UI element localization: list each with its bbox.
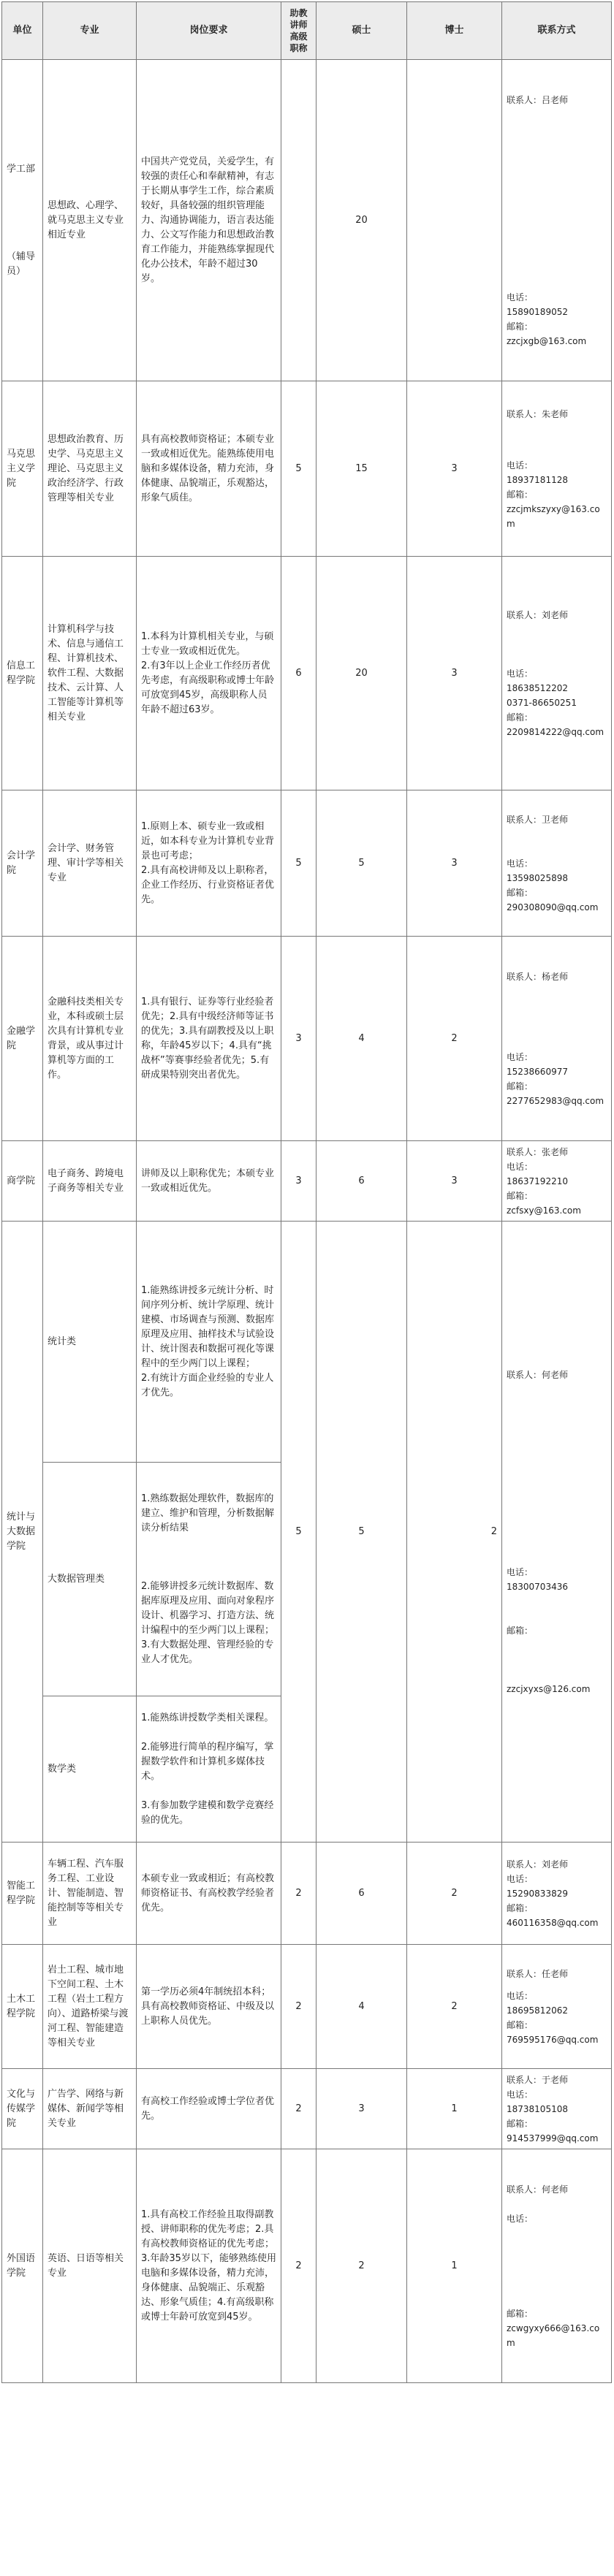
- contact-phone: 电话： 18300703436: [507, 1566, 568, 1592]
- header-phd: 博士: [407, 2, 502, 60]
- contact-phone: 电话： 15290833829: [507, 1873, 568, 1899]
- contact-cell: [502, 937, 612, 1141]
- master-count: 5: [317, 1222, 407, 1843]
- header-row: [2, 2, 612, 60]
- contact-name: 联系人：张老师: [507, 1146, 569, 1157]
- major-cell: 广告学、网络与新媒体、新闻学等相关专业: [43, 2069, 137, 2149]
- table-row: [2, 1222, 612, 1463]
- header-master: 硕士: [317, 2, 407, 60]
- contact-cell: [502, 790, 612, 937]
- major-cell: 电子商务、跨境电子商务等相关专业: [43, 1141, 137, 1222]
- master-count: 4: [317, 937, 407, 1141]
- contact-name: 联系人：吕老师: [507, 94, 569, 105]
- unit-cell: 会计学院: [2, 790, 43, 937]
- contact-phone: 电话： 18638512202 0371-86650251: [507, 668, 577, 708]
- header-assoc: 助教 讲师 高级 职称: [281, 2, 317, 60]
- master-count: 20: [317, 557, 407, 790]
- contact-cell: [502, 1222, 612, 1843]
- unit-cell: 信息工程学院: [2, 557, 43, 790]
- requirement-cell: 1.原则上本、硕专业一致或相近，如本科专业为计算机专业背景也可考虑； 2.具有高校讲师及以上职称者，企业工作经历、行业资格证者优先。: [137, 790, 281, 937]
- contact-cell: [502, 60, 612, 381]
- contact-name: 联系人：何老师: [507, 1369, 569, 1380]
- requirement-cell: 具有高校教师资格证；本硕专业一致或相近优先。能熟练使用电脑和多媒体设备，精力充沛，身体健康、品貌端正，乐观豁达，形象气质佳。: [137, 381, 281, 557]
- unit-cell: 外国语学院: [2, 2149, 43, 2383]
- major-cell: 统计类: [43, 1222, 137, 1463]
- table-row: [2, 2149, 612, 2383]
- major-cell: 计算机科学与技术、信息与通信工程、计算机技术、软件工程、大数据技术、云计算、人工智能等计算机等相关专业: [43, 557, 137, 790]
- phd-count: 1: [407, 2069, 502, 2149]
- major-cell: 数学类: [43, 1696, 137, 1843]
- contact-email[interactable]: 邮箱： zcfsxy@163.com: [507, 1190, 581, 1216]
- contact-name: 联系人：刘老师: [507, 609, 569, 620]
- major-cell: 思想政治教育、历史学、马克思主义理论、马克思主义政治经济学、行政管理等相关专业: [43, 381, 137, 557]
- contact-name: 联系人：何老师: [507, 2184, 569, 2195]
- phd-count: 3: [407, 381, 502, 557]
- contact-cell: [502, 1843, 612, 1945]
- contact-email[interactable]: 邮箱： 2277652983@qq.com: [507, 1081, 604, 1106]
- major-cell: 会计学、财务管理、审计学等相关专业: [43, 790, 137, 937]
- contact-name: 联系人：杨老师: [507, 971, 569, 982]
- contact-phone: 电话： 15890189052: [507, 291, 568, 317]
- contact-phone: 电话： 18637192210: [507, 1161, 568, 1186]
- assoc-count: 3: [281, 937, 317, 1141]
- requirement-cell: 1.具有银行、证券等行业经验者优先；2.具有中级经济师等证书的优先；3.具有副教授及以上职称，年龄45岁以下；4.具有“挑战杯”等赛事经验者优先；5.有研成果特别突出者优先。: [137, 937, 281, 1141]
- master-count: 5: [317, 790, 407, 937]
- unit-cell: 马克思主义学院: [2, 381, 43, 557]
- contact-email[interactable]: 邮箱： zzcjxyxs@126.com: [507, 1625, 591, 1694]
- assoc-count: 5: [281, 790, 317, 937]
- master-count: 6: [317, 1843, 407, 1945]
- contact-cell: [502, 381, 612, 557]
- assoc-count: 5: [281, 1222, 317, 1843]
- assoc-count: 2: [281, 1945, 317, 2069]
- table-row: [2, 557, 612, 790]
- contact-email[interactable]: 邮箱： 769595176@qq.com: [507, 2019, 599, 2045]
- phd-count: 2: [407, 1222, 502, 1843]
- master-count: 2: [317, 2149, 407, 2383]
- phd-count: 2: [407, 937, 502, 1141]
- contact-email[interactable]: 邮箱： zzcjmkszyxy@163.com: [507, 489, 600, 529]
- contact-cell: [502, 2069, 612, 2149]
- major-cell: 英语、日语等相关专业: [43, 2149, 137, 2383]
- assoc-count: 6: [281, 557, 317, 790]
- contact-cell: [502, 557, 612, 790]
- contact-cell: [502, 1141, 612, 1222]
- contact-email[interactable]: 邮箱： zcwgyxy666@163.com: [507, 2308, 600, 2348]
- contact-email[interactable]: 邮箱： 914537999@qq.com: [507, 2118, 599, 2144]
- unit-cell: 统计与大数据学院: [2, 1222, 43, 1843]
- requirement-cell: 1.熟练数据处理软件，数据库的建立、维护和管理，分析数据解读分析结果 2.能够讲授多元统计数据库、数据库原理及应用、面向对象程序设计、机器学习、打造方法、统计编程中的至少两门以上课程； 3.有大数据处理、管理经验的专业人才优先。: [137, 1463, 281, 1696]
- assoc-count: 5: [281, 381, 317, 557]
- header-unit: 单位: [2, 2, 43, 60]
- contact-name: 联系人：于老师: [507, 2074, 569, 2085]
- table-row: [2, 1945, 612, 2069]
- requirement-cell: 有高校工作经验或博士学位者优先。: [137, 2069, 281, 2149]
- requirement-cell: 1.具有高校工作经验且取得副教授、讲师职称的优先考虑；2.具有高校教师资格证的优先考虑；3.年龄35岁以下，能够熟练使用电脑和多媒体设备，精力充沛，身体健康、品貌端正、乐观豁达、形象气质佳；4.有高级职称或博士年龄可放宽到45岁。: [137, 2149, 281, 2383]
- header-major: 专业: [43, 2, 137, 60]
- requirement-cell: 1.能熟练讲授数学类相关课程。 2.能够进行简单的程序编写，掌握数学软件和计算机多媒体技术。 3.有参加数学建模和数学竞赛经验的优先。: [137, 1696, 281, 1843]
- table-row: [2, 1843, 612, 1945]
- contact-phone: 电话： 13598025898: [507, 858, 568, 883]
- major-cell: 思想政、心理学、就马克思主义专业相近专业: [43, 60, 137, 381]
- table-row: [2, 60, 612, 381]
- header-contact: 联系方式: [502, 2, 612, 60]
- contact-phone: 电话： 18695812062: [507, 1990, 568, 2016]
- major-cell: 金融科技类相关专业，本科或硕士层次具有计算机专业背景，或从事过计算机等方面的工作。: [43, 937, 137, 1141]
- unit-cell: 土木工程学院: [2, 1945, 43, 2069]
- contact-name: 联系人：任老师: [507, 1968, 569, 1979]
- master-count: 3: [317, 2069, 407, 2149]
- phd-count: [407, 60, 502, 381]
- requirement-cell: 1.本科为计算机相关专业，与硕士专业一致或相近优先。 2.有3年以上企业工作经历者优先考虑，有高级职称或博士年龄可放宽到45岁，高级职称人员年龄不超过63岁。: [137, 557, 281, 790]
- contact-email[interactable]: 邮箱： zzcjxgb@163.com: [507, 321, 587, 346]
- major-cell: 车辆工程、汽车服务工程、工业设计、智能制造、智能控制等等相关专业: [43, 1843, 137, 1945]
- contact-name: 联系人：朱老师: [507, 408, 569, 419]
- table-row: [2, 381, 612, 557]
- unit-cell: 文化与传媒学院: [2, 2069, 43, 2149]
- contact-phone: 电话： 18937181128: [507, 460, 568, 485]
- header-requirement: 岗位要求: [137, 2, 281, 60]
- contact-email[interactable]: 邮箱： 2209814222@qq.com: [507, 712, 604, 737]
- table-row: [2, 937, 612, 1141]
- requirement-cell: 中国共产党党员，关爱学生，有较强的责任心和奉献精神，有志于长期从事学生工作，综合素质较好，具备较强的组织管理能力、沟通协调能力，语言表达能力、公文写作能力和思想政治教育工作能力，并能熟练掌握现代化办公技术，年龄不超过30岁。: [137, 60, 281, 381]
- major-cell: 大数据管理类: [43, 1463, 137, 1696]
- assoc-count: 3: [281, 1141, 317, 1222]
- unit-cell: 商学院: [2, 1141, 43, 1222]
- contact-phone: 电话： 18738105108: [507, 2089, 568, 2114]
- assoc-count: 2: [281, 2069, 317, 2149]
- phd-count: 3: [407, 1141, 502, 1222]
- phd-count: 2: [407, 1945, 502, 2069]
- unit-cell: 金融学院: [2, 937, 43, 1141]
- contact-cell: [502, 1945, 612, 2069]
- assoc-count: [281, 60, 317, 381]
- phd-count: 1: [407, 2149, 502, 2383]
- requirement-cell: 1.能熟练讲授多元统计分析、时间序列分析、统计学原理、统计建模、市场调查与预测、数据库原理及应用、抽样技术与试验设计、统计图表和数据可视化等课程中的至少两门以上课程； 2.有统计方面企业经验的专业人才优先。: [137, 1222, 281, 1463]
- requirement-cell: 讲师及以上职称优先；本硕专业一致或相近优先。: [137, 1141, 281, 1222]
- master-count: 4: [317, 1945, 407, 2069]
- assoc-count: 2: [281, 2149, 317, 2383]
- master-count: 15: [317, 381, 407, 557]
- master-count: 20: [317, 60, 407, 381]
- table-row: [2, 1141, 612, 1222]
- table-row: [2, 790, 612, 937]
- phd-count: 2: [407, 1843, 502, 1945]
- contact-email[interactable]: 邮箱： 290308090@qq.com: [507, 887, 599, 912]
- phd-count: 3: [407, 790, 502, 937]
- recruitment-table: [1, 1, 612, 2383]
- table-row: [2, 2069, 612, 2149]
- unit-cell: 智能工程学院: [2, 1843, 43, 1945]
- requirement-cell: 第一学历必须4年制统招本科；具有高校教师资格证、中级及以上职称人员优先。: [137, 1945, 281, 2069]
- contact-phone: 电话： 15238660977: [507, 1051, 568, 1077]
- unit-cell: 学工部 （辅导员）: [2, 60, 43, 381]
- contact-phone: 电话：: [507, 2213, 534, 2224]
- contact-cell: [502, 2149, 612, 2383]
- assoc-count: 2: [281, 1843, 317, 1945]
- requirement-cell: 本硕专业一致或相近；有高校教师资格证书、有高校教学经验者优先。: [137, 1843, 281, 1945]
- master-count: 6: [317, 1141, 407, 1222]
- contact-name: 联系人：卫老师: [507, 814, 569, 825]
- phd-count: 3: [407, 557, 502, 790]
- major-cell: 岩土工程、城市地下空间工程、土木工程（岩土工程方向）、道路桥梁与渡河工程、智能建造等相关专业: [43, 1945, 137, 2069]
- contact-email[interactable]: 邮箱： 460116358@qq.com: [507, 1902, 599, 1928]
- contact-name: 联系人：刘老师: [507, 1859, 569, 1870]
